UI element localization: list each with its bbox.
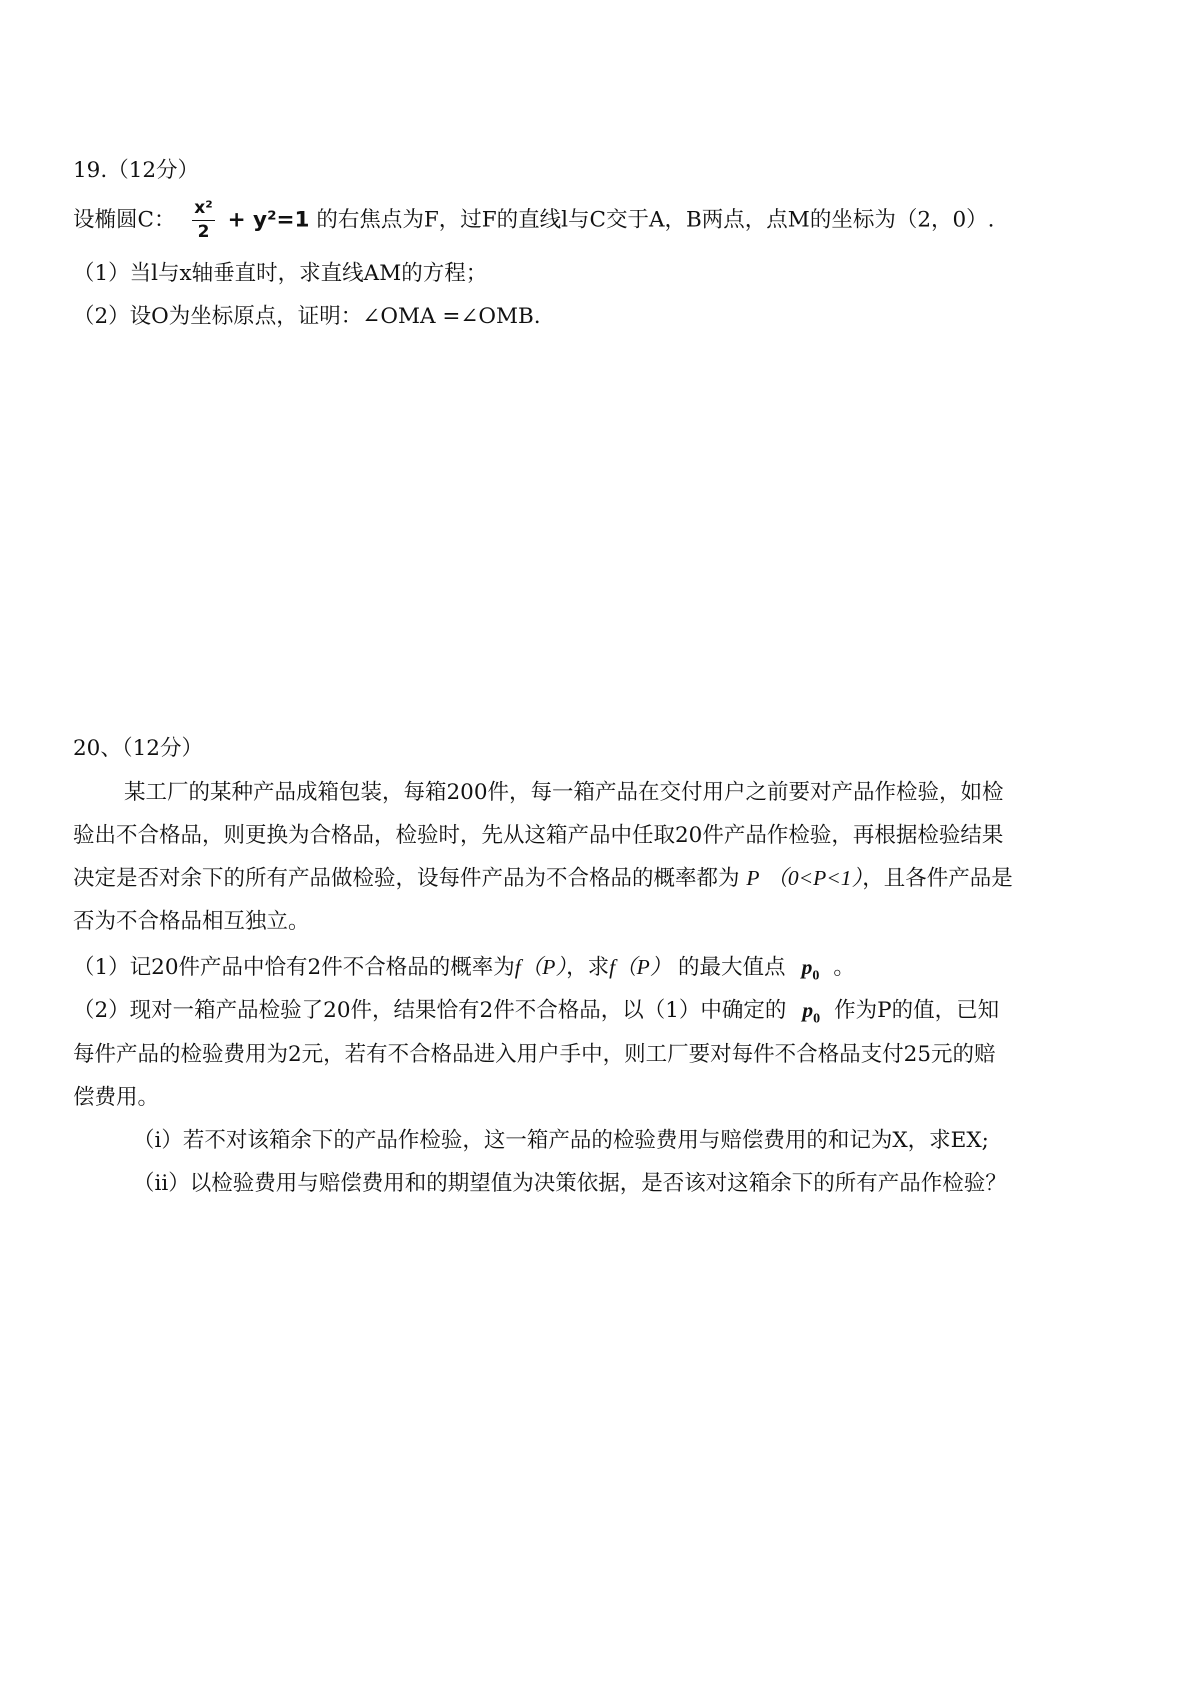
part2-l1-post: 作为P的值，已知 bbox=[834, 998, 1000, 1023]
equation-rest: + y²=1 bbox=[227, 207, 310, 233]
p0-symbol: $p_0$ bbox=[801, 955, 820, 984]
p0-symbol-2: $p_0$ bbox=[802, 998, 821, 1027]
f-of-P-1: f（P） bbox=[514, 955, 567, 979]
part1-mid: ，求 bbox=[566, 955, 610, 980]
q20-part2-line-2: 每件产品的检验费用为2元，若有不合格品进入用户手中，则工厂要对每件不合格品支付25元的赔 bbox=[73, 1042, 996, 1067]
q20-sub-i: （i）若不对该箱余下的产品作检验，这一箱产品的检验费用与赔偿费用的和记为X，求EX; bbox=[133, 1128, 989, 1153]
q20-part2-line-3: 偿费用。 bbox=[73, 1085, 160, 1110]
q19-stem bbox=[73, 200, 995, 241]
part1-end: 。 bbox=[833, 955, 855, 980]
part2-l1-pre: （2）现对一箱产品检验了20件，结果恰有2件不合格品，以（1）中确定的 bbox=[73, 998, 787, 1023]
line3-pre: 决定是否对余下的所有产品做检验，设每件产品为不合格品的概率都为 bbox=[73, 866, 740, 891]
q19-header: 19.（12分） bbox=[73, 158, 200, 183]
q19-part2: （2）设O为坐标原点，证明：∠OMA =∠OMB. bbox=[73, 304, 541, 329]
q20-sub-ii: （ii）以检验费用与赔偿费用和的期望值为决策依据，是否该对这箱余下的所有产品作检验？ bbox=[133, 1171, 1007, 1196]
line3-post: ，且各件产品是 bbox=[862, 866, 1013, 891]
q20-paragraph bbox=[73, 771, 1133, 943]
q20-para-line-4: 否为不合格品相互独立。 bbox=[73, 909, 310, 934]
part1-pre: （1）记20件产品中恰有2件不合格品的概率为 bbox=[73, 955, 515, 980]
q20-para-line-2: 验出不合格品，则更换为合格品，检验时，先从这箱产品中任取20件产品作检验，再根据检验结果 bbox=[73, 823, 1004, 848]
q19-part1: （1）当l与x轴垂直时，求直线AM的方程； bbox=[73, 261, 488, 286]
q20-para-line-1: 某工厂的某种产品成箱包装，每箱200件，每一箱产品在交付用户之前要对产品作检验，如检 bbox=[124, 780, 1004, 805]
q19-stem-pre: 设椭圆C： bbox=[73, 207, 176, 233]
fraction-numerator: x² bbox=[192, 200, 214, 221]
probability-P: P bbox=[746, 866, 760, 890]
f-of-P-2: f（P） bbox=[609, 955, 672, 979]
ellipse-fraction bbox=[192, 200, 214, 241]
fraction-denominator: 2 bbox=[197, 222, 210, 242]
q20-part2-line-1 bbox=[73, 1000, 999, 1026]
q20-header: 20、（12分） bbox=[73, 736, 203, 761]
q20-para-line-3 bbox=[73, 857, 1133, 900]
q20-part1 bbox=[73, 957, 855, 983]
q19-stem-post: 的右焦点为F，过F的直线l与C交于A，B两点，点M的坐标为（2，0）. bbox=[316, 207, 995, 233]
part1-post: 的最大值点 bbox=[678, 955, 786, 980]
probability-condition: （0<P<1） bbox=[766, 866, 863, 890]
